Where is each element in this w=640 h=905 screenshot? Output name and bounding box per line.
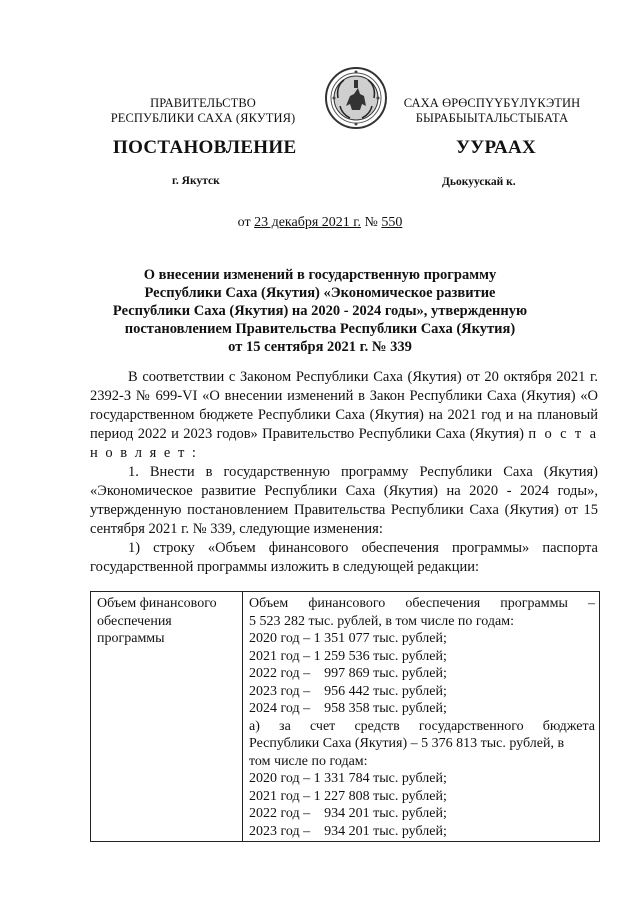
- header-right-line2: БЫРАБЫЫТАЛЬСТЫБАТА: [415, 111, 569, 125]
- date-prefix: от: [237, 215, 251, 230]
- document-dateline: [0, 215, 640, 231]
- coat-of-arms-icon: [324, 66, 388, 130]
- preamble-paragraph: [90, 368, 598, 463]
- year-budget-row: 2023 год – 934 201 тыс. рублей;: [249, 823, 447, 839]
- table-right-cell: [243, 592, 600, 842]
- year-total-row: 2021 год – 1 259 536 тыс. рублей;: [249, 648, 447, 664]
- city-left: г. Якутск: [172, 175, 220, 187]
- year-budget-row: 2022 год – 934 201 тыс. рублей;: [249, 806, 447, 821]
- right-cell-line: том числе по годам:: [249, 753, 368, 769]
- title-line: О внесении изменений в государственную программу: [143, 267, 497, 283]
- year-total-row: 2023 год – 956 442 тыс. рублей;: [249, 683, 447, 699]
- preamble-text: В соответствии с Законом Республики Саха (Якутия) от 20 октября 2021 г. 2392-З № 699-VI «О внесении изменений в Закон Республики Саха (Якутия) «О государственном бюджете Республики Саха (Якутия) на 2021 год и на плановый период 2022 и 2023 годов» Правительство Республики Саха (Якутия): [90, 369, 598, 442]
- item-1-1-paragraph: 1) строку «Объем финансового обеспечения программы» паспорта государственной программы изложить в следующей редакции:: [90, 540, 598, 575]
- year-total-row: 2020 год – 1 351 077 тыс. рублей;: [249, 631, 447, 646]
- document-body: [90, 368, 598, 577]
- year-total-row: 2022 год – 997 869 тыс. рублей;: [249, 666, 447, 681]
- left-cell-line: программы: [97, 631, 165, 646]
- header-left-line2: РЕСПУБЛИКИ САХА (ЯКУТИЯ): [110, 111, 296, 125]
- number-prefix: №: [364, 215, 378, 230]
- right-cell-line: а) за счет средств государственного бюджета: [249, 718, 595, 734]
- item-1-paragraph: 1. Внести в государственную программу Республики Саха (Якутия) «Экономическое развитие Республики Саха (Якутия) на 2020 - 2024 годы», утвержденную постановлением Правительства Республики Саха (Якутия) от 15 сентября 2021 г. № 339, следующие изменения:: [90, 464, 598, 537]
- header-right-line1: САХА ӨРӨСПҮҮБҮЛҮКЭТИН: [403, 96, 581, 110]
- title-line: Республики Саха (Якутия) на 2020 - 2024 годы», утвержденную: [112, 303, 528, 319]
- title-line: постановлением Правительства Республики Саха (Якутия): [124, 321, 516, 337]
- right-cell-line: 5 523 282 тыс. рублей, в том числе по годам:: [249, 613, 514, 629]
- left-cell-line: Объем финансового: [97, 596, 217, 611]
- document-type-right: УУРААХ: [456, 137, 537, 158]
- title-line: от 15 сентября 2021 г. № 339: [228, 339, 412, 355]
- right-cell-line: Республики Саха (Якутия) – 5 376 813 тыс. рублей, в: [249, 736, 565, 751]
- header-left-line1: ПРАВИТЕЛЬСТВО: [150, 96, 256, 110]
- document-date: 23 декабря 2021 г.: [254, 215, 361, 230]
- preamble-decides: п о с т а н о в л я е т :: [90, 426, 599, 461]
- header-right-authority: [392, 96, 592, 126]
- city-right: Дьокуускай к.: [442, 176, 516, 188]
- document-title: [60, 266, 580, 356]
- right-cell-line: Объем финансового обеспечения программы –: [249, 596, 595, 611]
- table-left-cell: [91, 592, 243, 842]
- document-type-left: ПОСТАНОВЛЕНИЕ: [113, 137, 297, 158]
- year-budget-row: 2021 год – 1 227 808 тыс. рублей;: [249, 788, 447, 804]
- document-number: 550: [381, 215, 403, 230]
- header-left-authority: [88, 96, 318, 126]
- year-budget-row: 2020 год – 1 331 784 тыс. рублей;: [249, 771, 447, 786]
- left-cell-line: обеспечения: [97, 613, 172, 629]
- financing-table: [90, 591, 600, 842]
- year-total-row: 2024 год – 958 358 тыс. рублей;: [249, 701, 447, 716]
- title-line: Республики Саха (Якутия) «Экономическое развитие: [144, 285, 496, 301]
